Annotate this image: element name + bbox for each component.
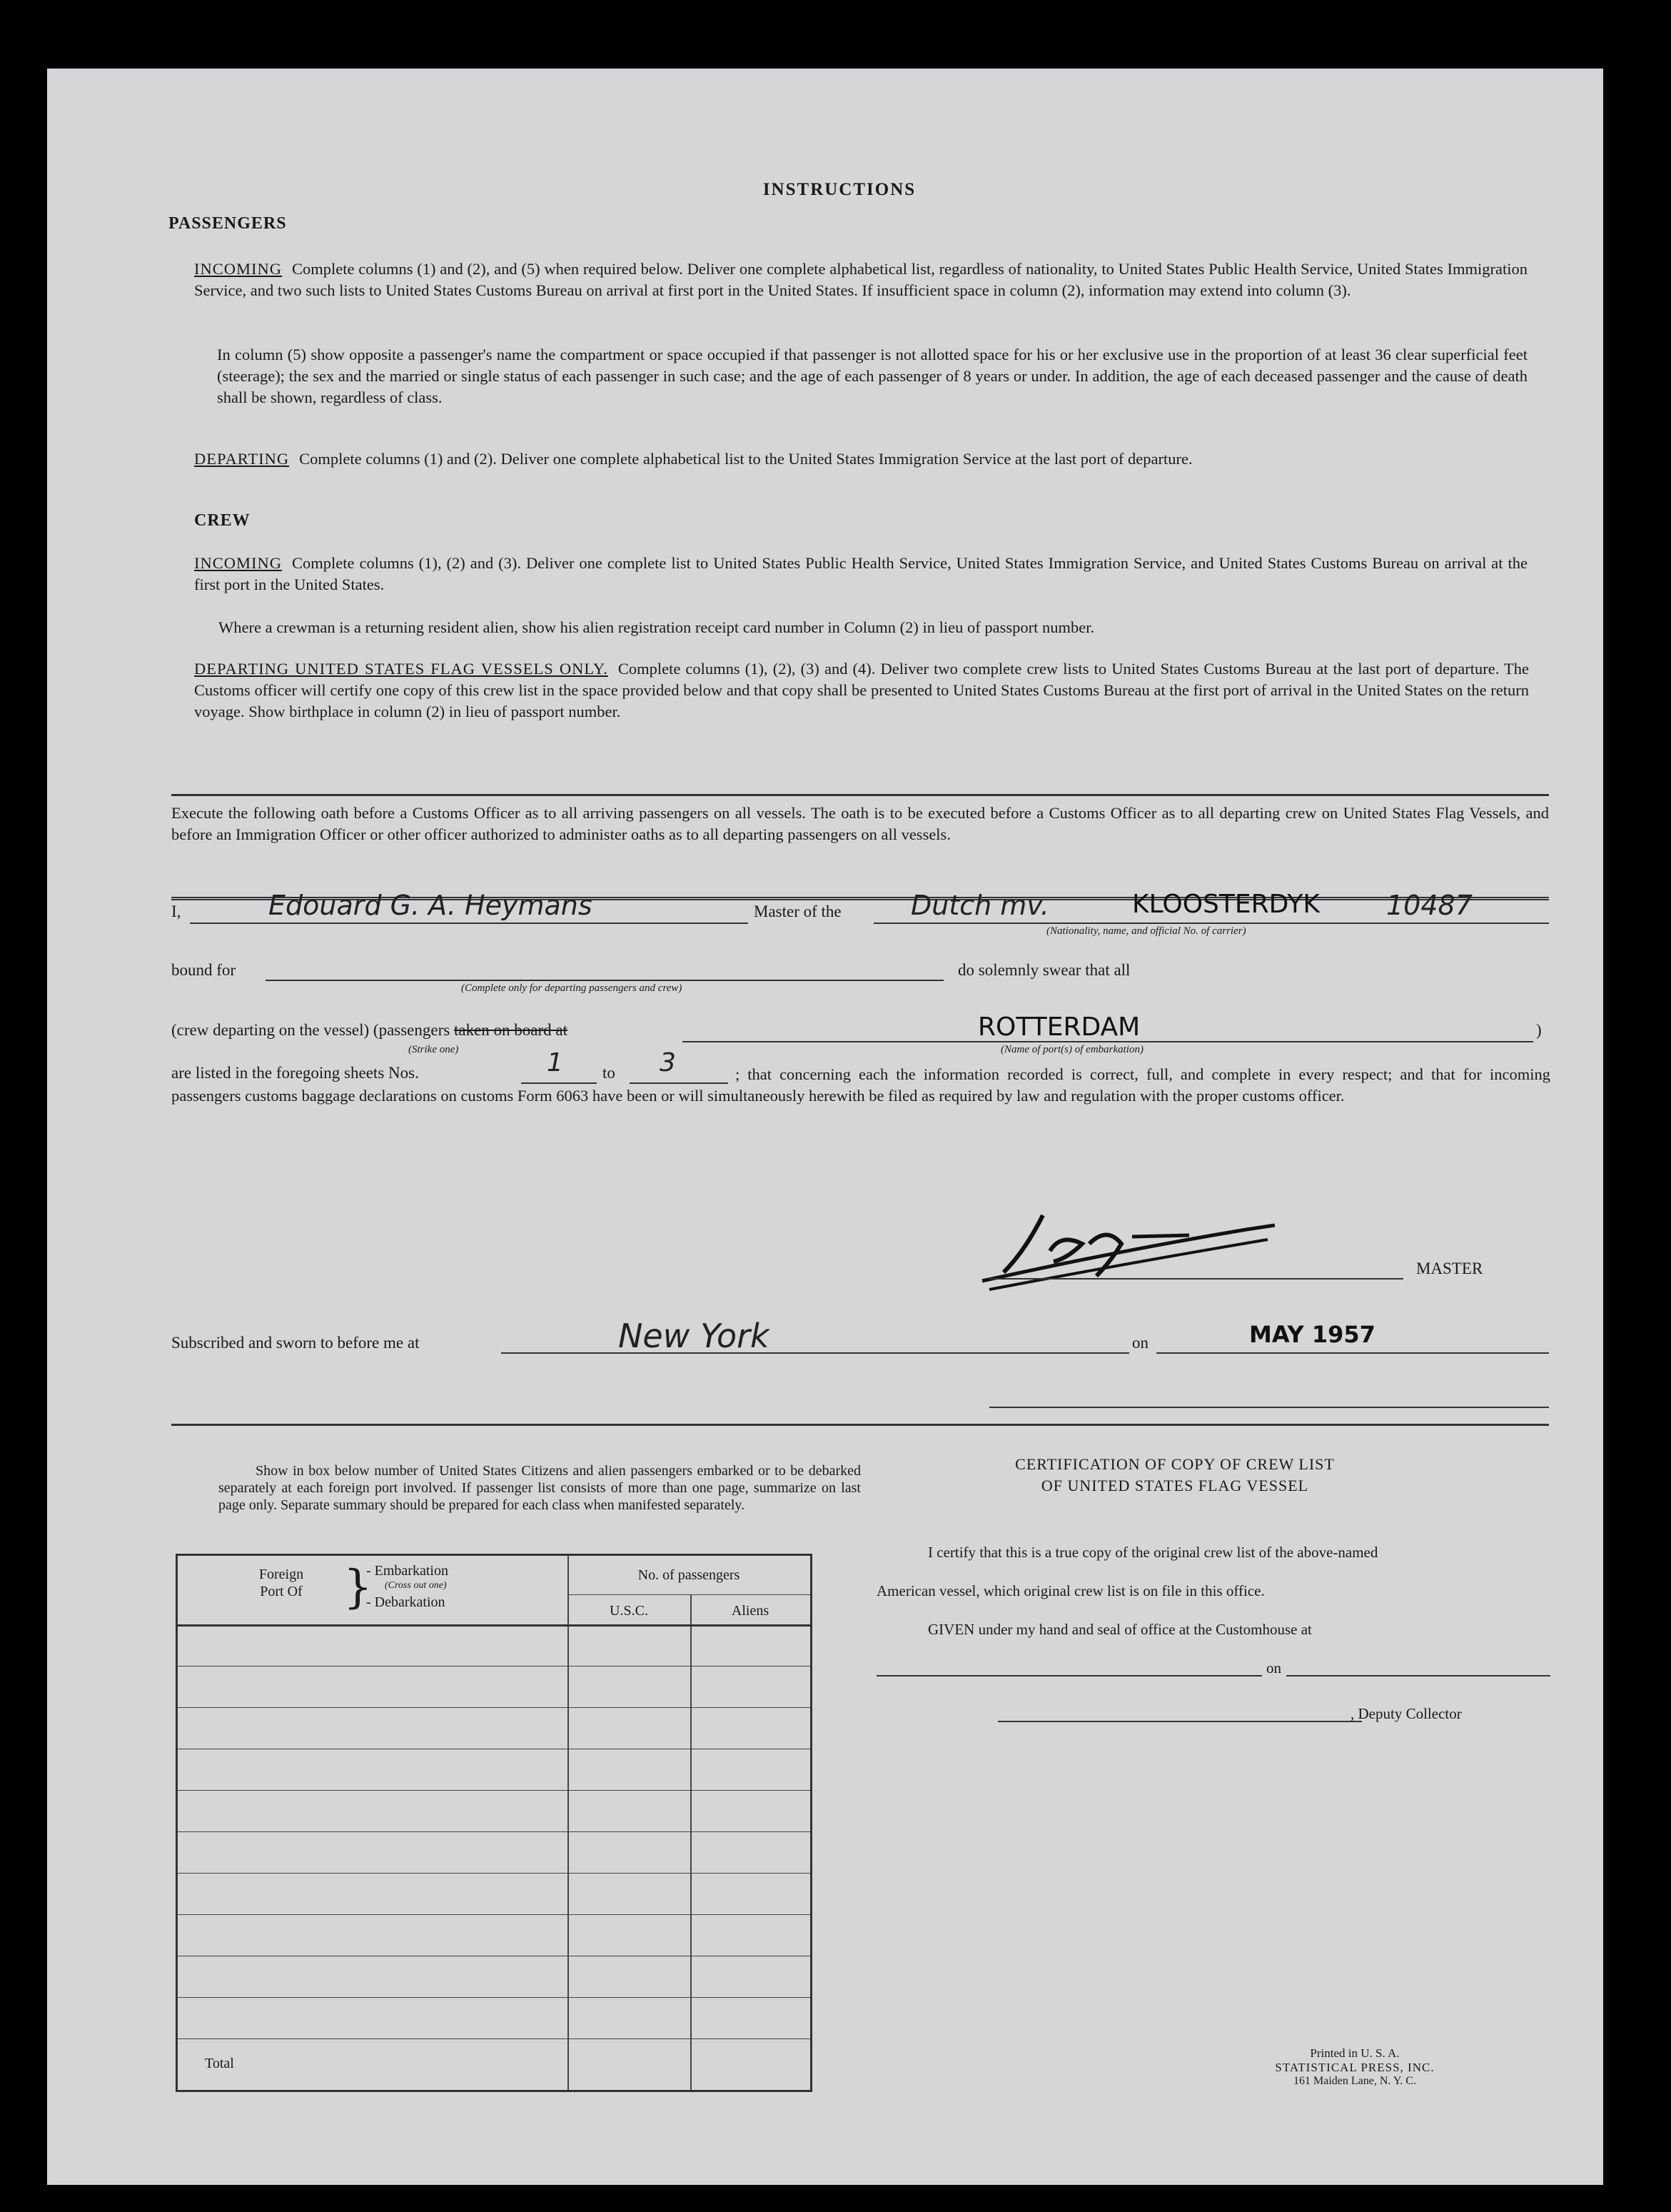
debarkation-label: - Debarkation [366, 1594, 445, 1610]
subscribed-label: Subscribed and sworn to before me at [171, 1334, 420, 1352]
sheet-to: 3 [660, 1048, 676, 1077]
foreign-port-of-label: Foreign Port Of [258, 1567, 304, 1599]
certification-heading-1: CERTIFICATION OF COPY OF CREW LIST [1015, 1455, 1335, 1473]
instructions-title: INSTRUCTIONS [762, 180, 917, 199]
port-name: ROTTERDAM [978, 1012, 1141, 1042]
passengers-incoming-lead: INCOMING [194, 260, 282, 278]
printer-line-2: STATISTICAL PRESS, INC. [1275, 2061, 1435, 2074]
officer-signature-line [989, 1407, 1549, 1408]
table-row [178, 1914, 810, 1915]
listed-rest: ; that concerning each the information recorded is correct, full, and complete in every respect; and that for incoming passengers customs baggage declarations on customs Form 6063 have been or will simultaneously herewith be filed as required by law and regulation with the proper customs officer. [171, 1065, 1550, 1105]
crew-alien-paragraph: Where a crewman is a returning resident alien, show his alien registration receipt card number in Column (2) in lieu of passport number. [218, 618, 1095, 636]
solemnly-label: do solemnly swear that all [958, 961, 1131, 979]
passengers-column5-paragraph: In column (5) show opposite a passenger's name the compartment or space occupied if that passenger is not allotted space for his or her exclusive use in the proportion of at least 36 clear superficial feet (steerage); the sex and the married or single status of each passenger in such case; and the age of each passenger of 8 years or under. In addition, the age of each deceased passenger and the cause of death shall be shown, regardless of class. [217, 346, 1528, 406]
column-divider-usc [690, 1594, 692, 2090]
header-sub-divider [567, 1594, 810, 1595]
master-label: MASTER [1416, 1260, 1483, 1277]
deputy-collector-label: , Deputy Collector [1351, 1705, 1462, 1722]
vessel-name: KLOOSTERDYK [1132, 890, 1321, 919]
crew-incoming-paragraph [194, 553, 1528, 595]
sworn-date-line [1156, 1352, 1549, 1354]
sworn-place-line [501, 1352, 1129, 1354]
passengers-departing-text: Complete columns (1) and (2). Deliver one complete alphabetical list to the United States Immigration Service at the last port of departure. [299, 450, 1193, 468]
crew-departing-lead: DEPARTING UNITED STATES FLAG VESSELS ONLY. [194, 660, 608, 678]
table-row [178, 1831, 810, 1832]
certification-text-3: GIVEN under my hand and seal of office at the Customhouse at [928, 1621, 1312, 1638]
passengers-incoming-paragraph [194, 258, 1528, 301]
port-note: (Name of port(s) of embarkation) [1001, 1044, 1144, 1055]
master-of-label: Master of the [754, 903, 842, 920]
oath-intro: Execute the following oath before a Customs Officer as to all arriving passengers on all vessels. The oath is to be executed before a Customs Officer as to all departing crew on United States Flag Vessels, and before an Immigration Officer or other officer authorized to administer oaths as to all departing passengers on all vessels. [171, 804, 1549, 843]
certification-text-2: American vessel, which original crew list is on file in this office. [877, 1582, 1265, 1599]
usc-header: U.S.C. [610, 1603, 648, 1619]
bound-for-note: (Complete only for departing passengers and crew) [461, 982, 682, 994]
total-label: Total [205, 2056, 234, 2071]
deputy-collector-line [998, 1721, 1362, 1722]
i-label: I, [171, 903, 181, 920]
printer-line-3: 161 Maiden Lane, N. Y. C. [1293, 2075, 1416, 2087]
passengers-incoming-text: Complete columns (1) and (2), and (5) when required below. Deliver one complete alphabetical list, regardless of nationality, to United States Public Health Service, United States Immigration Service, and two such lists to United States Customs Bureau on arrival at first port in the United States. If insufficient space in column (2), information may extend into column (3). [194, 260, 1528, 299]
header-divider [178, 1624, 810, 1627]
brace: } [343, 1561, 373, 1614]
crew-departing-paragraph [194, 658, 1529, 723]
passengers-departing-paragraph [194, 448, 1528, 470]
table-row [178, 1790, 810, 1791]
bound-for-line [266, 980, 944, 981]
certification-heading-2: OF UNITED STATES FLAG VESSEL [1041, 1477, 1309, 1494]
summary-instructions: Show in box below number of United States Citizens and alien passengers embarked or to be debarked separately at each foreign port involved. If passenger list consists of more than one page, summarize on last page only. Separate summary should be prepared for each class when manifested separately. [218, 1463, 861, 1513]
certification-text-1: I certify that this is a true copy of the original crew list of the above-named [928, 1544, 1378, 1561]
vessel-prefix: Dutch mv. [911, 890, 1049, 921]
divider-oath-bottom [171, 1424, 1549, 1426]
vessel-number: 10487 [1386, 890, 1473, 921]
printer-line-1: Printed in U. S. A. [1310, 2046, 1400, 2060]
no-of-passengers-label: No. of passengers [637, 1567, 740, 1583]
crew-departing-text: (crew departing on the vessel) (passengers [171, 1021, 450, 1039]
cross-out-note: (Cross out one) [385, 1580, 447, 1591]
listed-label: are listed in the foregoing sheets Nos. [171, 1064, 419, 1082]
vessel-line [874, 922, 1549, 924]
embarkation-label: - Embarkation [366, 1563, 448, 1579]
crew-departing-text: Complete columns (1), (2), (3) and (4). Deliver two complete crew lists to United States Customs Bureau at the last port of departure. The Customs officer will certify one copy of this crew list in the space provided below and that copy shall be presented to United States Customs Bureau at the first port of arrival in the United States on the return voyage. Show birthplace in column (2) in lieu of passport number. [194, 660, 1529, 720]
passenger-summary-table [176, 1554, 812, 2092]
strike-note: (Strike one) [408, 1044, 459, 1055]
crew-heading: CREW [194, 511, 251, 530]
sworn-date: MAY 1957 [1249, 1321, 1375, 1348]
sworn-place: New York [618, 1317, 769, 1355]
certification-date-line [1286, 1675, 1550, 1676]
crew-incoming-text: Complete columns (1), (2) and (3). Deliver one complete list to United States Public Health Service, United States Immigration Service, and United States Customs Bureau on arrival at the first port in the United States. [194, 554, 1528, 593]
passengers-departing-lead: DEPARTING [194, 450, 290, 468]
sworn-on-label: on [1132, 1334, 1149, 1352]
bound-for-label: bound for [171, 961, 236, 979]
column-divider-port [567, 1556, 569, 2090]
crew-departing-label [171, 1021, 567, 1040]
master-signature-line [989, 1278, 1403, 1280]
customhouse-line [877, 1675, 1262, 1676]
passengers-heading: PASSENGERS [168, 214, 287, 233]
to-label: to [602, 1064, 615, 1082]
table-row [178, 1997, 810, 1998]
master-signature [975, 1194, 1346, 1301]
port-close-paren: ) [1536, 1021, 1542, 1039]
divider-instructions [171, 794, 1549, 796]
table-row [178, 1707, 810, 1708]
table-row [178, 2038, 810, 2039]
aliens-header: Aliens [731, 1603, 769, 1619]
table-row [178, 1873, 810, 1874]
crew-incoming-lead: INCOMING [194, 554, 282, 572]
sheet-from: 1 [547, 1048, 563, 1077]
carrier-note: (Nationality, name, and official No. of carrier) [1046, 925, 1246, 937]
master-name-line [190, 922, 748, 924]
document-page [47, 69, 1603, 2185]
master-name: Edouard G. A. Heymans [268, 890, 592, 921]
struck-text: taken on board at [453, 1021, 567, 1039]
certification-on-label: on [1266, 1659, 1281, 1676]
